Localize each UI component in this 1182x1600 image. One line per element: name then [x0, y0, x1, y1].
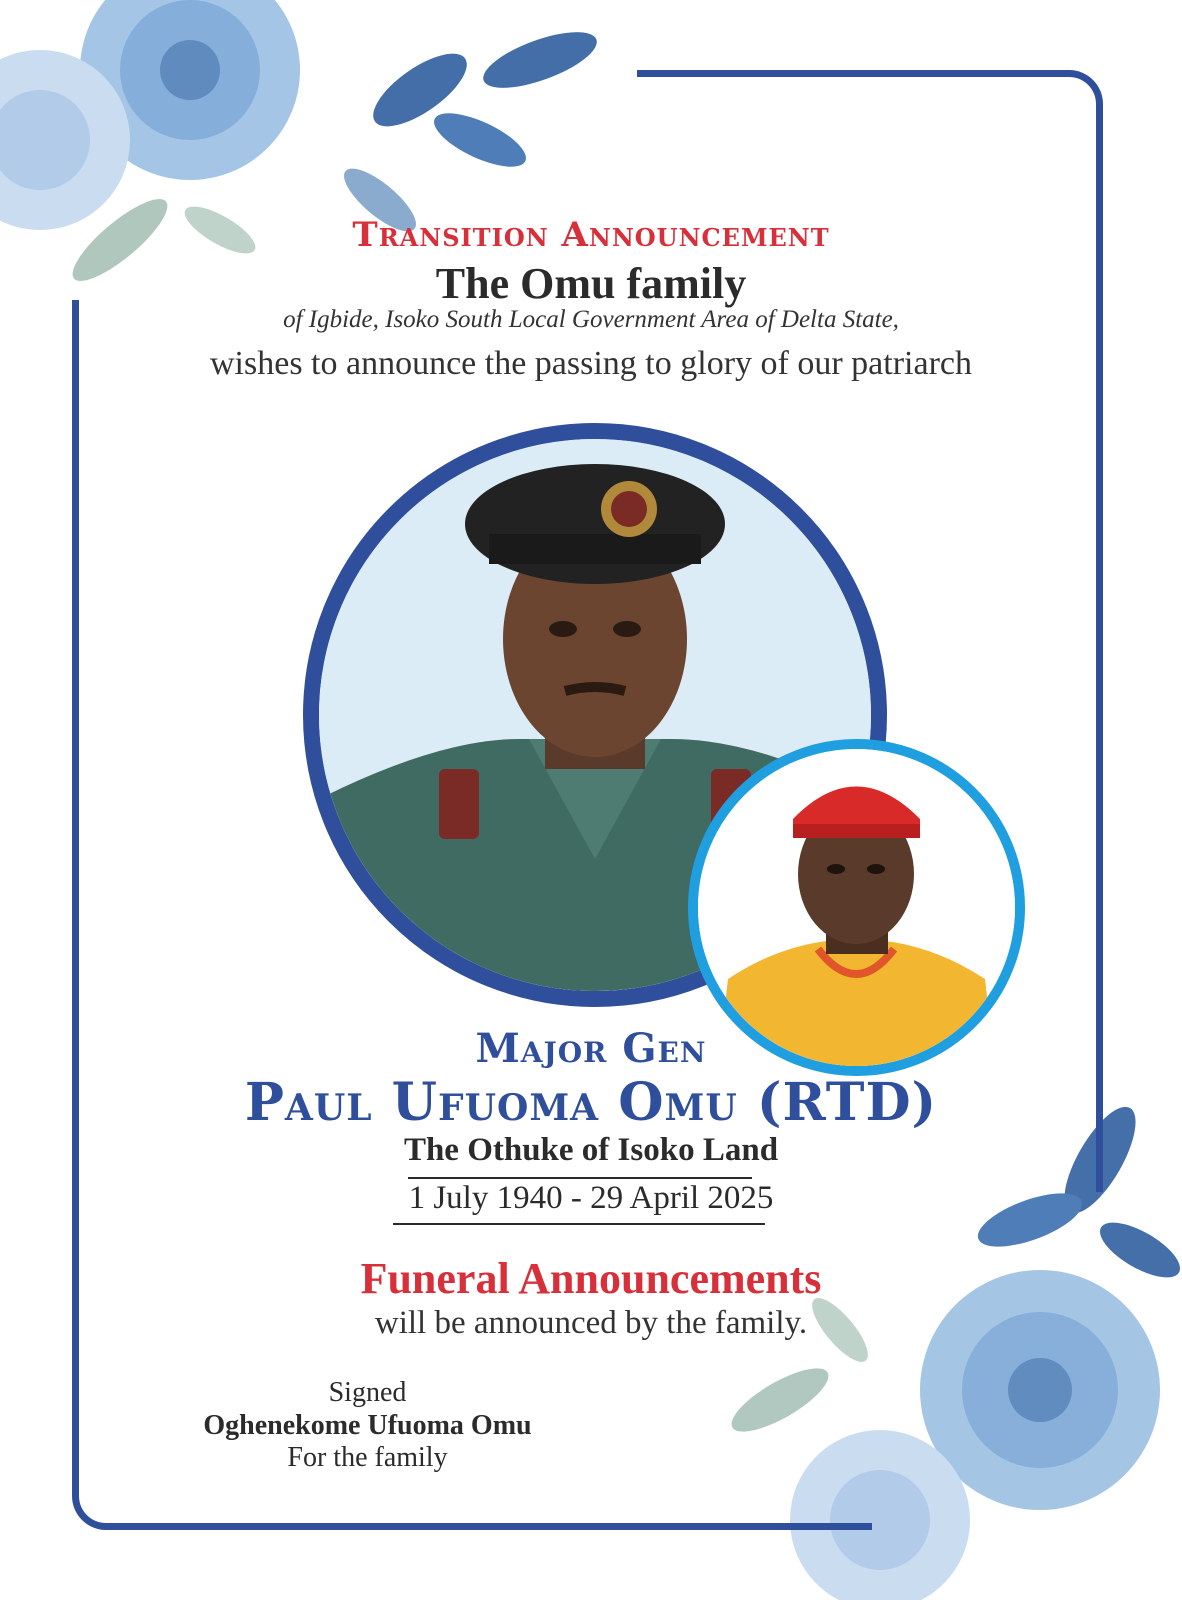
family-name: The Omu family [435, 259, 747, 308]
announcement-title: Transition Announcement [352, 215, 830, 255]
funeral-heading: Funeral Announcements [360, 1254, 822, 1303]
funeral-note: will be announced by the family. [374, 1305, 808, 1341]
signed-label: Signed [328, 1377, 407, 1408]
divider-top [408, 1177, 752, 1179]
family-origin: of Igbide, Isoko South Local Government Area of Delta State, [283, 306, 899, 333]
signer-role: For the family [287, 1442, 448, 1473]
deceased-rank: Major Gen [475, 1025, 707, 1072]
deceased-title: The Othuke of Isoko Land [403, 1132, 779, 1168]
announcement-text: wishes to announce the passing to glory of our patriarch [210, 345, 972, 382]
life-dates: 1 July 1940 - 29 April 2025 [408, 1180, 774, 1216]
deceased-name: Paul Ufuoma Omu (RTD) [244, 1072, 938, 1133]
divider-bottom [393, 1223, 765, 1225]
signer-name: Oghenekome Ufuoma Omu [203, 1410, 532, 1441]
